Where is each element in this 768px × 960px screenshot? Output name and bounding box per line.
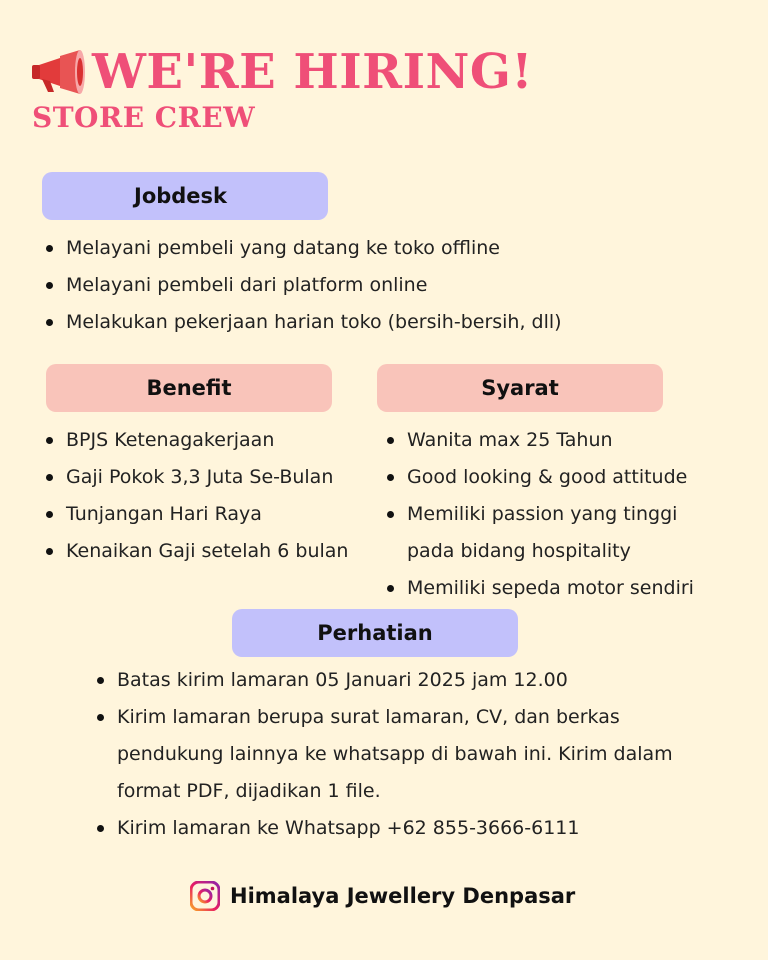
list-item: Memiliki passion yang tinggi pada bidang hospitality	[385, 496, 694, 570]
list-item: Kenaikan Gaji setelah 6 bulan	[44, 533, 348, 570]
benefit-heading	[46, 364, 332, 412]
page-title: WE'RE HIRING!	[92, 44, 533, 100]
syarat-heading	[377, 364, 663, 412]
jobdesk-heading-label: Jobdesk	[134, 184, 228, 208]
list-item: Kirim lamaran berupa surat lamaran, CV, dan berkas pendukung lainnya ke whatsapp di bawah ini. Kirim dalam format PDF, dijadikan 1 file.	[95, 699, 673, 810]
list-item: Melayani pembeli yang datang ke toko offline	[44, 230, 562, 267]
list-item: Kirim lamaran ke Whatsapp +62 855-3666-6111	[95, 810, 673, 847]
perhatian-list	[95, 662, 673, 847]
jobdesk-heading	[42, 172, 328, 220]
list-item: Tunjangan Hari Raya	[44, 496, 348, 533]
perhatian-heading-label: Perhatian	[317, 621, 433, 645]
list-item: Gaji Pokok 3,3 Juta Se-Bulan	[44, 459, 348, 496]
instagram-icon	[190, 881, 220, 911]
megaphone-icon	[30, 50, 86, 94]
syarat-heading-label: Syarat	[481, 376, 559, 400]
list-item: Wanita max 25 Tahun	[385, 422, 694, 459]
page-subtitle: STORE CREW	[32, 101, 256, 134]
benefit-list	[44, 422, 348, 570]
benefit-heading-label: Benefit	[146, 376, 232, 400]
perhatian-heading	[232, 609, 518, 657]
list-item: Memiliki sepeda motor sendiri	[385, 570, 694, 607]
list-item: Melayani pembeli dari platform online	[44, 267, 562, 304]
list-item: Good looking & good attitude	[385, 459, 694, 496]
list-item: Melakukan pekerjaan harian toko (bersih-bersih, dll)	[44, 304, 562, 341]
jobdesk-list	[44, 230, 562, 341]
syarat-list	[385, 422, 694, 607]
list-item: Batas kirim lamaran 05 Januari 2025 jam 12.00	[95, 662, 673, 699]
footer-account-name: Himalaya Jewellery Denpasar	[230, 884, 576, 908]
list-item: BPJS Ketenagakerjaan	[44, 422, 348, 459]
